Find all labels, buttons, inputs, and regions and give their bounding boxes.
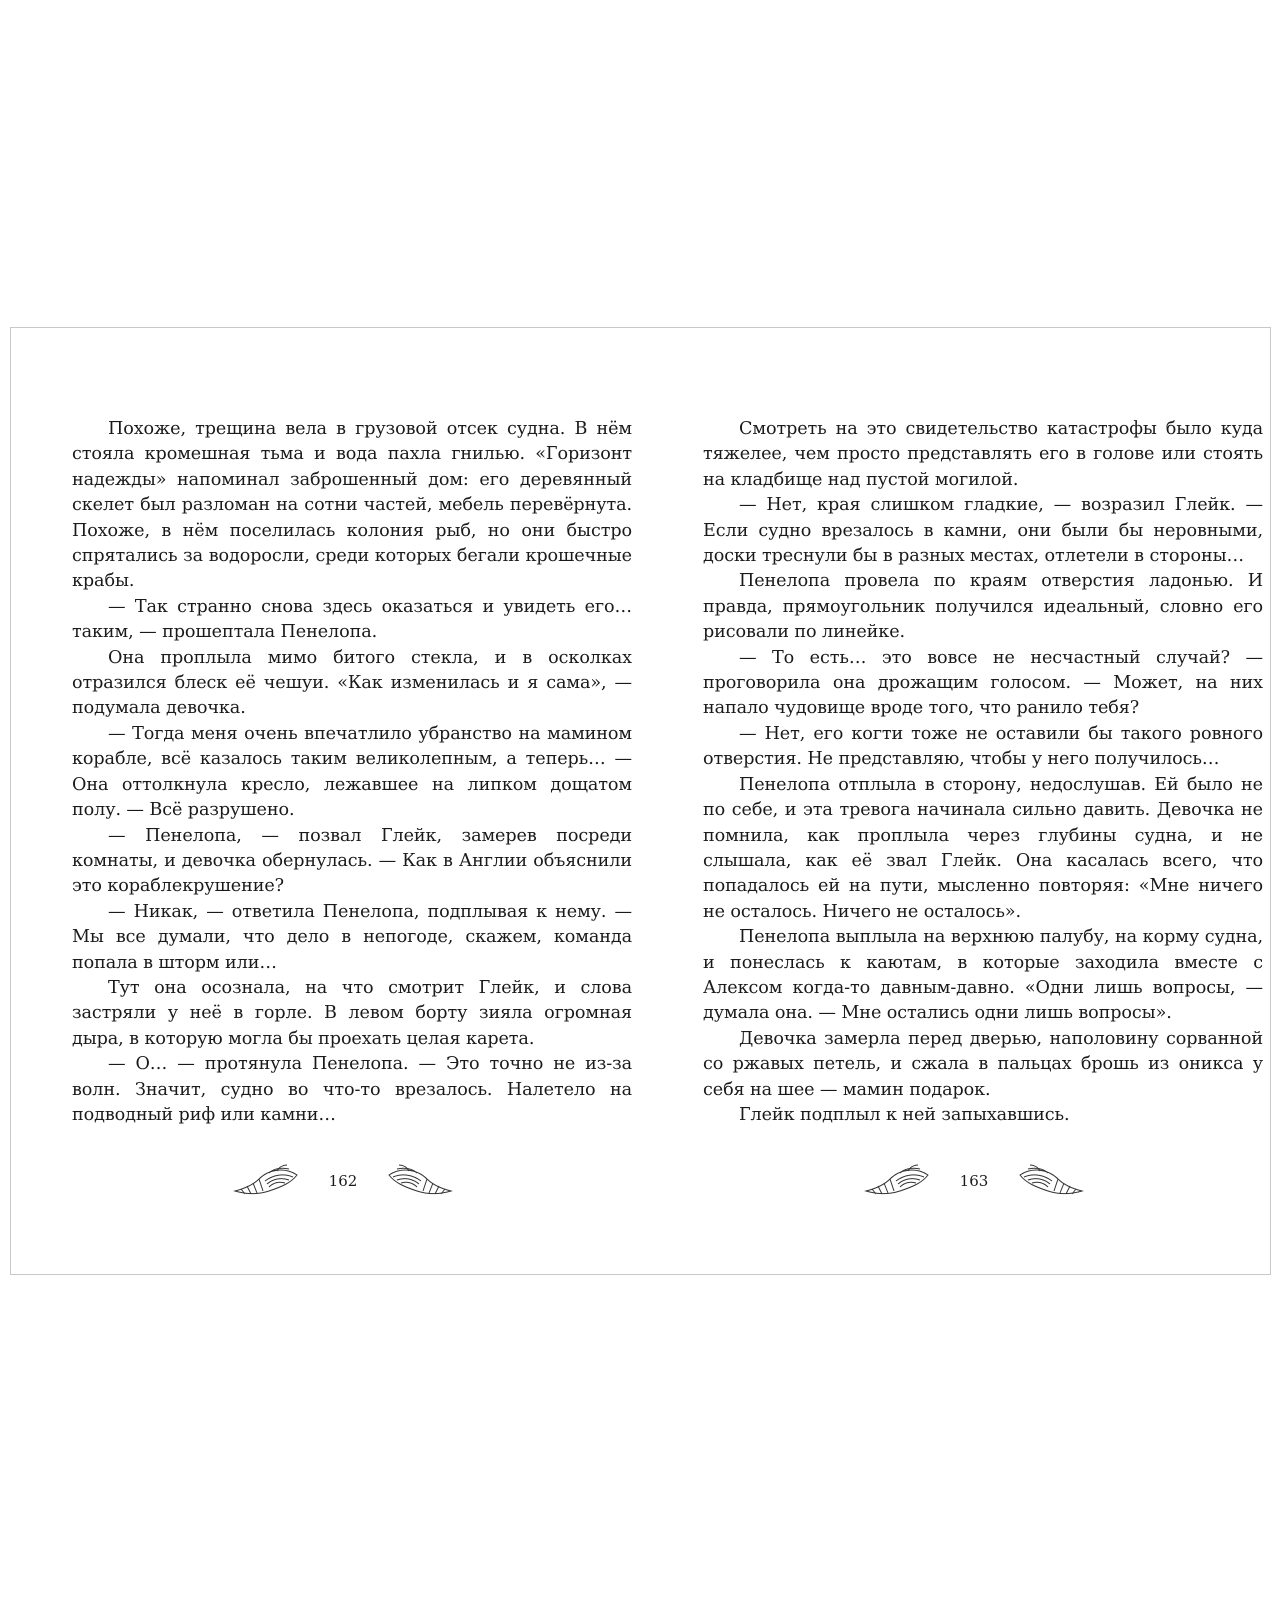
paragraph: Пенелопа отплыла в сторону, недослушав. Ей было не по себе, и эта тревога начинала сильно давить. Девочка не помнила, как проплыла через глубины судна, и не слышала, как её звал Глейк. Она касалась всего, что попадалось ей на пути, мысленно повторяя: «Мне ничего не осталось. Ничего не осталось». [703,774,1263,922]
page-number: 163 [959,1172,989,1190]
paragraph: Тут она осознала, на что смотрит Глейк, и слова застряли у неё в горле. В левом борту зияла огромная дыра, в которую могла бы проехать целая карета. [72,977,632,1049]
paragraph: — О… — протянула Пенелопа. — Это точно не из-за волн. Значит, судно во что-то врезалось. Налетело на подводный риф или камни… [72,1054,632,1125]
paragraph: — Тогда меня очень впечатлило убранство на мамином корабле, всё казалось таким великолепным, а теперь… — Она оттолкнула кресло, лежавшее на липком дощатом полу. — Всё разрушено. [72,723,632,821]
paragraph: — Пенелопа, — позвал Глейк, замерев посреди комнаты, и девочка обернулась. — Как в Англии объяснили это кораблекрушение? [72,825,632,897]
paragraph: Смотреть на это свидетельство катастрофы было куда тяжелее, чем просто представлять его в голове или стоять на кладбище над пустой могилой. [703,419,1263,490]
left-page [72,417,632,1128]
right-page [703,417,1263,1128]
paragraph: Она проплыла мимо битого стекла, и в осколках отразился блеск её чешуи. «Как изменилась и я сама», — подумала девочка. [72,647,632,719]
paragraph: — Нет, его когти тоже не оставили бы такого ровного отверстия. Не представляю, чтобы у него получилось… [703,723,1263,770]
right-page-footer [864,1157,1084,1213]
left-page-text [72,417,632,1128]
paragraph: — Так странно снова здесь оказаться и увидеть его… таким, — прошептала Пенелопа. [72,596,632,643]
paragraph: Похоже, трещина вела в грузовой отсек судна. В нём стояла кромешная тьма и вода пахла гнилью. «Горизонт надежды» напоминал заброшенный дом: его деревянный скелет был разломан на сотни частей, мебель перевёрнута. Похоже, в нём поселилась колония рыб, но они быстро спрятались за водоросли, среди которых бегали крошечные крабы. [72,419,632,592]
paragraph: — Нет, края слишком гладкие, — возразил Глейк. — Если судно врезалось в камни, они были бы неровными, доски треснули бы в разных местах, отлетели в стороны… [703,495,1263,567]
paragraph: Пенелопа выплыла на верхнюю палубу, на корму судна, и понеслась к каютам, в которые заходила вместе с Алексом когда-то давным-давно. «Одни лишь вопросы, — думала она. — Мне остались одни лишь вопросы». [703,927,1263,1024]
paragraph: Пенелопа провела по краям отверстия ладонью. И правда, прямоугольник получился идеальный, словно его рисовали по линейке. [703,571,1263,643]
paragraph: — Никак, — ответила Пенелопа, подплывая к нему. — Мы все думали, что дело в непогоде, скажем, команда попала в шторм или… [72,901,632,973]
shell-ornament-icon [1018,1161,1084,1205]
left-page-footer [233,1157,453,1213]
shell-ornament-icon [387,1161,453,1205]
right-page-text [703,417,1263,1128]
paragraph: Глейк подплыл к ней запыхавшись. [739,1104,1070,1125]
page-number: 162 [328,1172,358,1190]
paragraph: Девочка замерла перед дверью, наполовину сорванной со ржавых петель, и сжала в пальцах брошь из оникса у себя на шее — мамин подарок. [703,1028,1263,1100]
book-spread [10,327,1271,1275]
paragraph: — То есть… это вовсе не несчастный случай? — проговорила она дрожащим голосом. — Может, на них напало чудовище вроде того, что ранило тебя? [703,647,1263,719]
